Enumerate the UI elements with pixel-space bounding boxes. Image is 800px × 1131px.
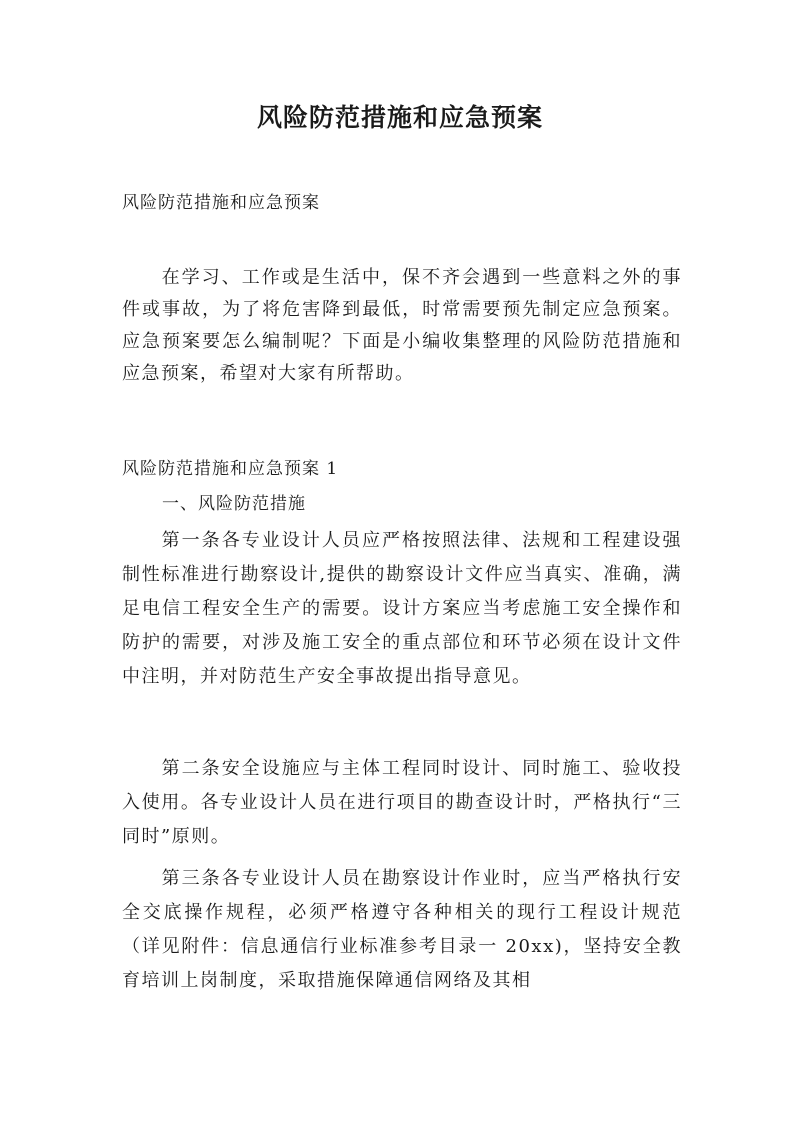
- document-title: 风险防范措施和应急预案: [256, 103, 543, 132]
- section-title: 风险防范措施和应急预案 1: [122, 459, 339, 479]
- section-heading: 一、风险防范措施: [162, 494, 306, 514]
- article-paragraph-2: 第二条安全设施应与主体工程同时设计、同时施工、验收投入使用。各专业设计人员在进行项目的勘查设计时，严格执行“三同时”原则。: [122, 758, 682, 847]
- intro-paragraph: 在学习、工作或是生活中，保不齐会遇到一些意料之外的事件或事故，为了将危害降到最低，时常需要预先制定应急预案。应急预案要怎么编制呢？下面是小编收集整理的风险防范措施和应急预案，希望对大家有所帮助。: [122, 267, 682, 384]
- document-subtitle: 风险防范措施和应急预案: [122, 193, 320, 213]
- article-paragraph-1: 第一条各专业设计人员应严格按照法律、法规和工程建设强制性标准进行勘察设计,提供的勘察设计文件应当真实、准确，满足电信工程安全生产的需要。设计方案应当考虑施工安全操作和防护的需要，对涉及施工安全的重点部位和环节必须在设计文件中注明，并对防范生产安全事故提出指导意见。: [122, 530, 682, 687]
- article-paragraph-3: 第三条各专业设计人员在勘察设计作业时，应当严格执行安全交底操作规程，必须严格遵守各种相关的现行工程设计规范（详见附件：信息通信行业标准参考目录一 20xx)，坚持安全教育培训上岗制度，采取措施保障通信网络及其相: [122, 868, 682, 991]
